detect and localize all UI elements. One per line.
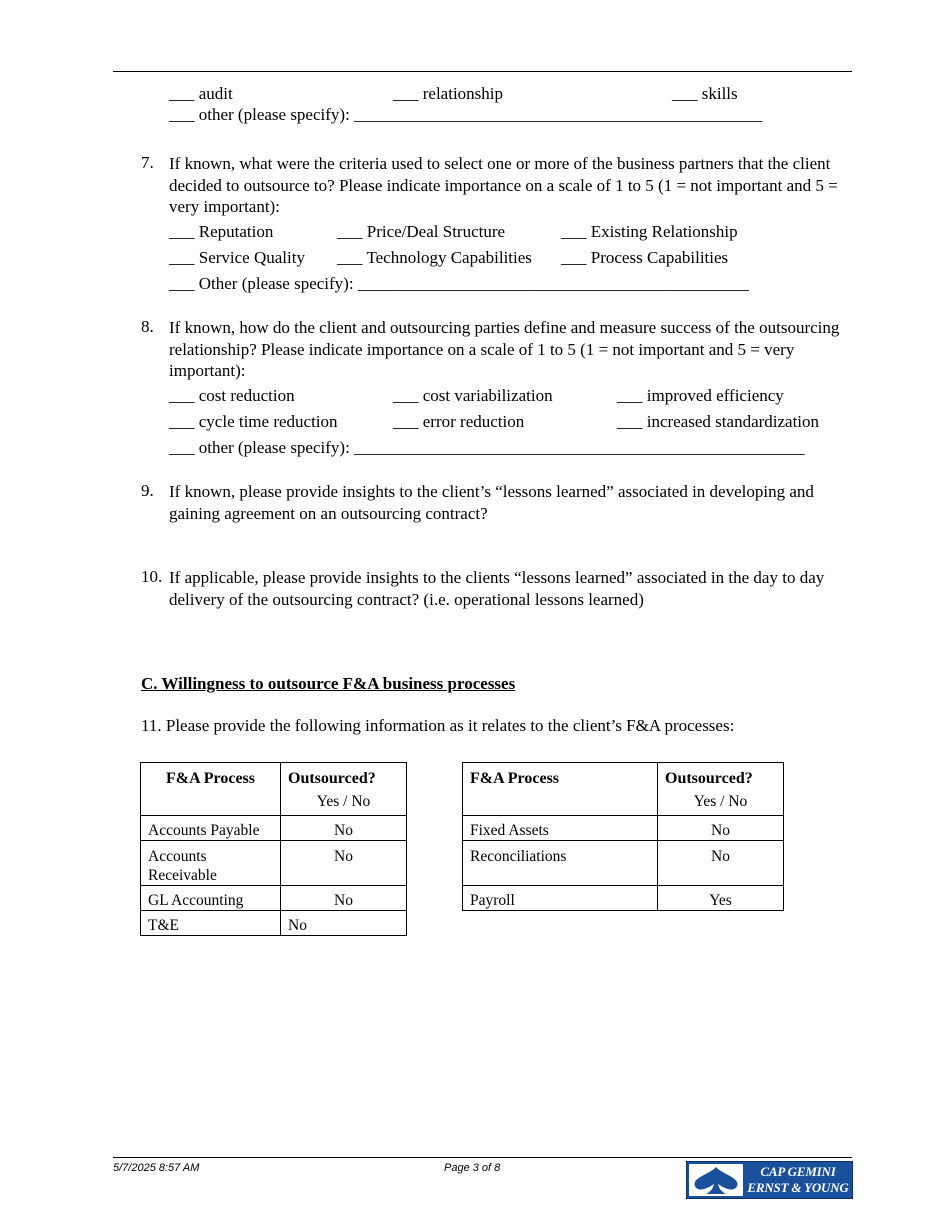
option-other-q7: ___ Other (please specify): ______________________________________________ bbox=[169, 274, 749, 293]
option-improved-efficiency: ___ improved efficiency bbox=[617, 386, 784, 405]
footer-rule bbox=[113, 1157, 852, 1158]
spade-icon-graphic bbox=[689, 1164, 743, 1196]
table-row bbox=[141, 841, 407, 886]
question-number-8: 8. bbox=[141, 317, 154, 336]
section-c-heading: C. Willingness to outsource F&A business processes bbox=[141, 674, 516, 693]
footer-page-number: Page 3 of 8 bbox=[444, 1162, 501, 1174]
table-row bbox=[463, 886, 784, 911]
table-row bbox=[463, 841, 784, 886]
header-outsourced-label: Outsourced? bbox=[288, 770, 376, 787]
option-audit: ___ audit bbox=[169, 84, 233, 103]
process-cell: Fixed Assets bbox=[463, 816, 658, 841]
header-process-label: F&A Process bbox=[470, 770, 560, 787]
option-increased-standardization: ___ increased standardization bbox=[617, 412, 820, 431]
header-rule bbox=[113, 71, 852, 72]
table-header-row bbox=[463, 763, 784, 816]
option-cost-variabilization: ___ cost variabilization bbox=[393, 386, 553, 405]
option-relationship: ___ relationship bbox=[393, 84, 504, 103]
option-existing-relationship: ___ Existing Relationship bbox=[561, 222, 738, 241]
process-cell: GL Accounting bbox=[141, 886, 281, 911]
header-outsourced-cell bbox=[281, 763, 407, 816]
outsourced-cell: No bbox=[658, 816, 784, 841]
process-cell: Reconciliations bbox=[463, 841, 658, 886]
question-number-7: 7. bbox=[141, 153, 154, 172]
header-process-cell bbox=[141, 763, 281, 816]
outsourced-cell: No bbox=[281, 911, 407, 936]
option-price-deal-structure: ___ Price/Deal Structure bbox=[337, 222, 506, 241]
question-number-10: 10. bbox=[141, 567, 163, 586]
question-10-text: If applicable, please provide insights to the clients “lessons learned” associated in the day to day delivery of the outsourcing contract? (i.e. operational lessons learned) bbox=[169, 568, 825, 609]
logo-line-1: CAP GEMINI bbox=[760, 1164, 836, 1179]
outsourced-cell: Yes bbox=[658, 886, 784, 911]
question-7-text: If known, what were the criteria used to select one or more of the business partners that the client decided to outsource to? Please indicate importance on a scale of 1 to 5 (1 = not important and 5 = very important): bbox=[169, 154, 838, 216]
fa-process-table-left bbox=[140, 762, 407, 936]
outsourced-cell: No bbox=[281, 816, 407, 841]
header-process-cell bbox=[463, 763, 658, 816]
outsourced-cell: No bbox=[658, 841, 784, 886]
table-row bbox=[141, 911, 407, 936]
option-reputation: ___ Reputation bbox=[169, 222, 274, 241]
footer-datetime: 5/7/2025 8:57 AM bbox=[113, 1162, 200, 1174]
outsourced-cell: No bbox=[281, 886, 407, 911]
option-cost-reduction: ___ cost reduction bbox=[169, 386, 295, 405]
header-outsourced-cell bbox=[658, 763, 784, 816]
header-process-label: F&A Process bbox=[165, 770, 255, 787]
process-cell: Accounts Receivable bbox=[141, 841, 281, 886]
company-logo bbox=[686, 1161, 853, 1199]
table-row bbox=[141, 816, 407, 841]
option-service-quality: ___ Service Quality bbox=[169, 248, 305, 267]
outsourced-cell: No bbox=[281, 841, 407, 886]
header-yes-no-label: Yes / No bbox=[693, 793, 748, 810]
option-process-capabilities: ___ Process Capabilities bbox=[561, 248, 729, 267]
header-outsourced-label: Outsourced? bbox=[665, 770, 753, 787]
table-row bbox=[463, 816, 784, 841]
table-row bbox=[141, 886, 407, 911]
process-cell: T&E bbox=[141, 911, 281, 936]
option-other-q6: ___ other (please specify): ________________________________________________ bbox=[169, 105, 763, 124]
logo-line-2: ERNST & YOUNG bbox=[747, 1180, 849, 1195]
question-11-text: 11. Please provide the following information as it relates to the client’s F&A processes: bbox=[141, 716, 735, 735]
option-error-reduction: ___ error reduction bbox=[393, 412, 525, 431]
spade-icon bbox=[689, 1164, 743, 1196]
header-yes-no-label: Yes / No bbox=[316, 793, 371, 810]
option-cycle-time-reduction: ___ cycle time reduction bbox=[169, 412, 338, 431]
fa-process-table-right bbox=[462, 762, 784, 911]
question-8-text: If known, how do the client and outsourcing parties define and measure success of the outsourcing relationship? Please indicate importance on a scale of 1 to 5 (1 = not important and 5 = very important): bbox=[169, 318, 840, 380]
option-technology-capabilities: ___ Technology Capabilities bbox=[337, 248, 532, 267]
process-cell: Accounts Payable bbox=[141, 816, 281, 841]
option-other-q8: ___ other (please specify): _____________________________________________________ bbox=[169, 438, 805, 457]
process-cell: Payroll bbox=[463, 886, 658, 911]
option-skills: ___ skills bbox=[672, 84, 738, 103]
question-number-9: 9. bbox=[141, 481, 154, 500]
table-header-row bbox=[141, 763, 407, 816]
question-9-text: If known, please provide insights to the client’s “lessons learned” associated in developing and gaining agreement on an outsourcing contract? bbox=[169, 482, 814, 523]
